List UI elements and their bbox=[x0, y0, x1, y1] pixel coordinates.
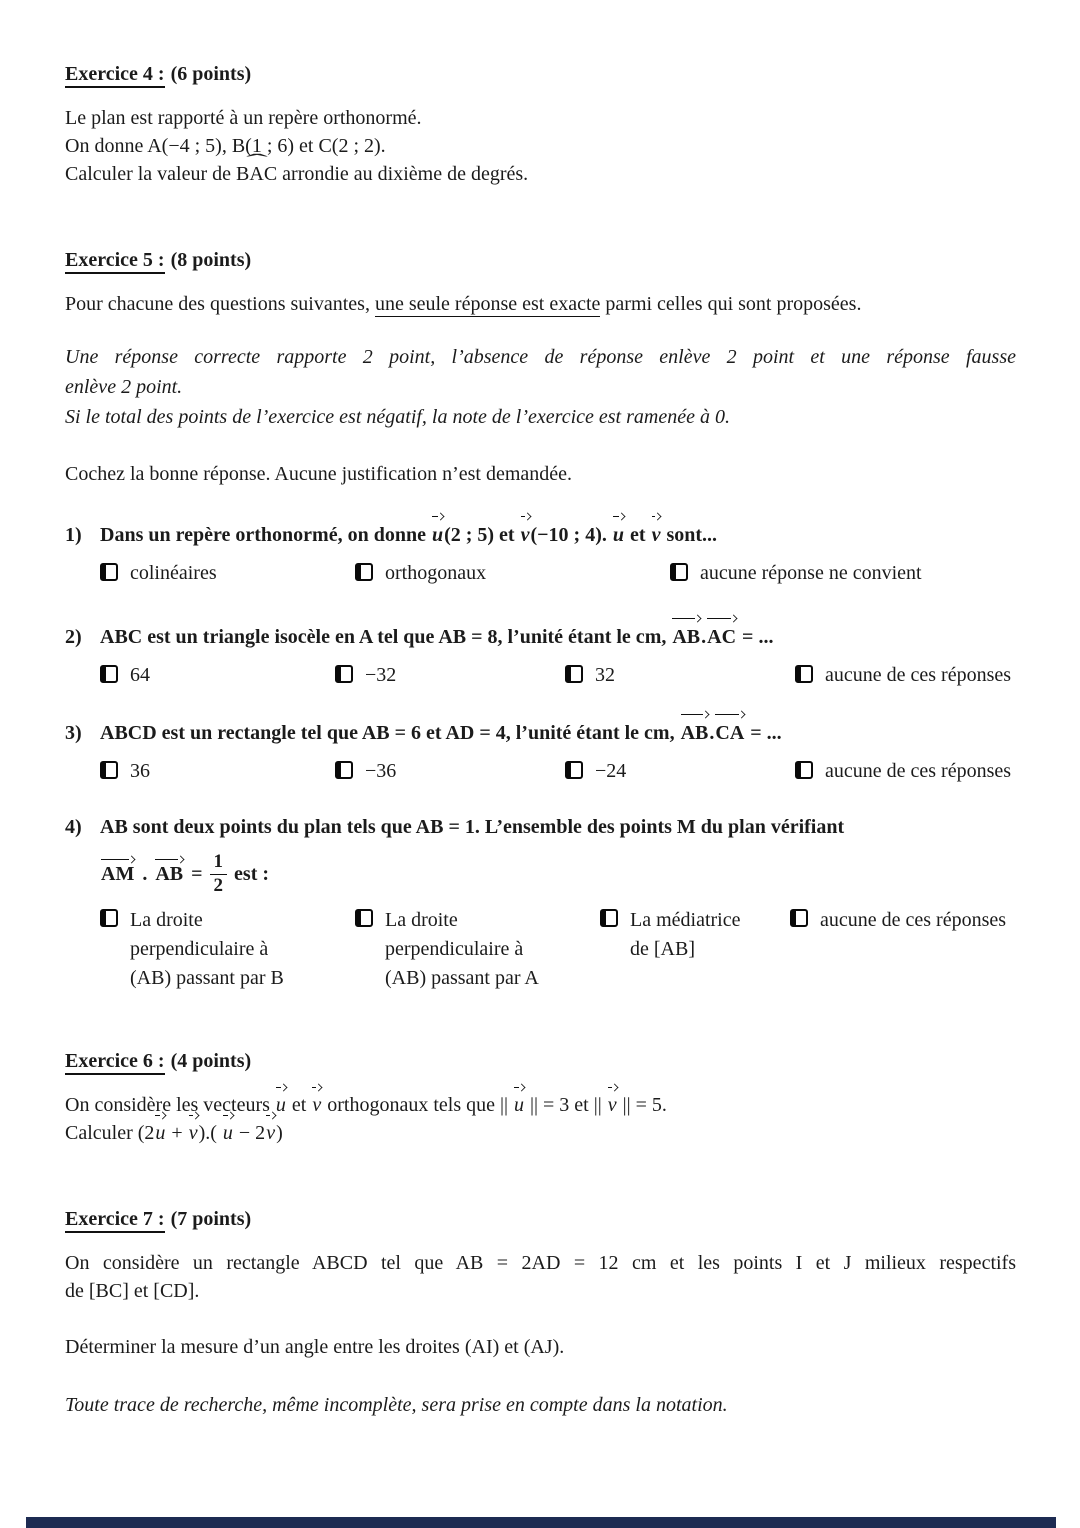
exercise-7-heading bbox=[65, 1205, 1016, 1233]
exercise-6-body bbox=[65, 1091, 1016, 1147]
exercise-5-intro bbox=[65, 290, 1016, 318]
option-label: aucune de ces réponses bbox=[825, 760, 1012, 782]
vector-v bbox=[520, 520, 531, 550]
exercise-7-title: Exercice 7 : bbox=[65, 1208, 165, 1233]
question-1-text: Dans un repère orthonormé, on donne bbox=[100, 524, 431, 546]
question-1-options bbox=[65, 560, 1050, 586]
option-label: aucune réponse ne convient bbox=[700, 562, 922, 584]
checkbox-icon[interactable] bbox=[100, 761, 118, 779]
vector-v: v bbox=[265, 1119, 276, 1147]
vector-ca bbox=[714, 718, 745, 748]
vector-am-label: AM bbox=[101, 862, 135, 885]
option-label: −32 bbox=[365, 664, 397, 686]
exercise-5-title: Exercice 5 : bbox=[65, 249, 165, 274]
vector-ac-label: AC bbox=[707, 626, 737, 648]
rule-1-line-2: enlève 2 point. bbox=[65, 376, 183, 398]
vector-u-label: u bbox=[431, 524, 444, 546]
exercise-4-line-3-pre: Calculer la valeur de bbox=[65, 163, 237, 185]
option-label: La médiatrice de [AB] bbox=[630, 909, 741, 960]
vector-ab-label: AB bbox=[680, 722, 709, 744]
question-2-text-2: = ... bbox=[737, 626, 774, 648]
q3-option-2 bbox=[335, 758, 565, 784]
exercise-4-line-2: On donne A(−4 ; 5), B(1 ; 6) et C(2 ; 2). bbox=[65, 135, 386, 157]
vector-ca-label: CA bbox=[715, 722, 745, 744]
vector-v: v bbox=[188, 1119, 199, 1147]
vector-u bbox=[431, 520, 444, 550]
q1-option-2 bbox=[355, 560, 670, 586]
angle-bac-label: BAC bbox=[236, 163, 278, 185]
q4-option-3 bbox=[600, 906, 790, 964]
option-label: −24 bbox=[595, 760, 627, 782]
checkbox-icon[interactable] bbox=[355, 563, 373, 581]
rule-2: Si le total des points de l’exercice est négatif, la note de l’exercice est ramenée à 0. bbox=[65, 406, 730, 428]
intro-underlined: une seule réponse est exacte bbox=[374, 293, 601, 315]
vector-ab-label: AB bbox=[672, 626, 701, 648]
exercise-5-points: (8 points) bbox=[170, 249, 252, 271]
vector-v-label: v bbox=[520, 524, 530, 546]
question-4-options bbox=[65, 906, 1050, 993]
exercise-6-line-1: On considère les vecteurs u et v orthogonaux tels que || u || = 3 et || v || = 5. bbox=[65, 1091, 1016, 1119]
option-label: orthogonaux bbox=[385, 562, 487, 584]
page-bottom-bar bbox=[26, 1517, 1056, 1528]
question-1-text-3: (−10 ; 4). bbox=[530, 524, 612, 546]
angle-bac-widehat bbox=[236, 160, 277, 188]
vector-ab-label: AB bbox=[155, 862, 184, 885]
vector-u-label: u bbox=[612, 524, 625, 546]
vector-ac bbox=[706, 622, 737, 652]
option-label: La droite perpendiculaire à (AB) passant par A bbox=[385, 909, 539, 989]
question-2-number: 2) bbox=[65, 626, 82, 648]
exercise-5-instruction: Cochez la bonne réponse. Aucune justification n’est demandée. bbox=[65, 463, 573, 485]
question-1-text-5: sont... bbox=[661, 524, 718, 546]
exercise-7-line-1: On considère un rectangle ABCD tel que AB = 2AD = 12 cm et les points I et J milieux respectifs bbox=[65, 1252, 1016, 1274]
dot-operator: . bbox=[709, 722, 715, 744]
checkbox-icon[interactable] bbox=[600, 909, 618, 927]
checkbox-icon[interactable] bbox=[355, 909, 373, 927]
checkbox-icon[interactable] bbox=[795, 665, 813, 683]
exercise-5-rules bbox=[65, 342, 1016, 432]
question-1-text-4: et bbox=[625, 524, 651, 546]
checkbox-icon[interactable] bbox=[670, 563, 688, 581]
q3-option-1 bbox=[100, 758, 335, 784]
question-3-text: ABCD est un rectangle tel que AB = 6 et AD = 4, l’unité étant le cm, bbox=[100, 722, 680, 744]
fraction-one-half bbox=[210, 852, 228, 897]
checkbox-icon[interactable] bbox=[795, 761, 813, 779]
checkbox-icon[interactable] bbox=[790, 909, 808, 927]
question-4 bbox=[65, 812, 1016, 842]
exercise-6-heading bbox=[65, 1047, 1016, 1075]
exercise-4-points: (6 points) bbox=[170, 63, 252, 85]
vector-ab bbox=[671, 622, 701, 652]
checkbox-icon[interactable] bbox=[100, 665, 118, 683]
exercise-4-line-1: Le plan est rapporté à un repère orthonormé. bbox=[65, 107, 422, 129]
dot-operator: . bbox=[701, 626, 707, 648]
question-4-equation bbox=[65, 848, 1016, 900]
option-label: 64 bbox=[130, 664, 150, 686]
option-label: 32 bbox=[595, 664, 615, 686]
checkbox-icon[interactable] bbox=[565, 761, 583, 779]
vector-v: v bbox=[311, 1091, 322, 1119]
question-2-options bbox=[65, 662, 1050, 688]
vector-v: v bbox=[607, 1091, 618, 1119]
option-label: 36 bbox=[130, 760, 150, 782]
q4-option-2 bbox=[355, 906, 600, 993]
intro-post: parmi celles qui sont proposées. bbox=[600, 293, 862, 315]
option-label: colinéaires bbox=[130, 562, 217, 584]
question-2-text: ABC est un triangle isocèle en A tel que AB = 8, l’unité étant le cm, bbox=[100, 626, 672, 648]
vector-u: u bbox=[513, 1091, 525, 1119]
vector-u: u bbox=[154, 1119, 166, 1147]
question-3 bbox=[65, 718, 1016, 748]
checkbox-icon[interactable] bbox=[335, 665, 353, 683]
q4-option-1 bbox=[100, 906, 355, 993]
vector-u bbox=[612, 520, 625, 550]
exercise-7-points: (7 points) bbox=[170, 1208, 252, 1230]
question-4-number: 4) bbox=[65, 816, 82, 838]
rule-1-line-1: Une réponse correcte rapporte 2 point, l’absence de réponse enlève 2 point et une réponse fausse bbox=[65, 346, 1016, 368]
vector-v-label: v bbox=[651, 524, 661, 546]
question-3-options bbox=[65, 758, 1050, 784]
vector-ab bbox=[680, 718, 710, 748]
intro-pre: Pour chacune des questions suivantes, bbox=[65, 293, 375, 315]
exercise-4-heading bbox=[65, 60, 1016, 88]
question-1-number: 1) bbox=[65, 524, 82, 546]
fraction-denominator: 2 bbox=[213, 874, 224, 896]
vector-v bbox=[651, 520, 662, 550]
option-label: aucune de ces réponses bbox=[825, 664, 1012, 686]
exercise-6-title: Exercice 6 : bbox=[65, 1050, 165, 1075]
vector-u: u bbox=[275, 1091, 287, 1119]
vector-u: u bbox=[222, 1119, 234, 1147]
equals-sign: = bbox=[191, 862, 203, 885]
vector-ab bbox=[154, 863, 184, 886]
question-3-number: 3) bbox=[65, 722, 82, 744]
q4-option-4 bbox=[790, 906, 1050, 935]
exercise-7-question: Déterminer la mesure d’un angle entre les droites (AI) et (AJ). bbox=[65, 1336, 565, 1358]
checkbox-icon[interactable] bbox=[100, 909, 118, 927]
question-3-text-2: = ... bbox=[745, 722, 782, 744]
checkbox-icon[interactable] bbox=[335, 761, 353, 779]
fraction-numerator: 1 bbox=[210, 852, 228, 875]
exercise-7-line-2: de [BC] et [CD]. bbox=[65, 1280, 200, 1302]
grading-note: Toute trace de recherche, même incomplète, sera prise en compte dans la notation. bbox=[65, 1394, 728, 1416]
question-1-text-2: (2 ; 5) et bbox=[444, 524, 520, 546]
checkbox-icon[interactable] bbox=[100, 563, 118, 581]
question-1 bbox=[65, 520, 1016, 550]
q1-option-1 bbox=[100, 560, 355, 586]
q2-option-4 bbox=[795, 662, 1050, 688]
dot-operator: . bbox=[142, 862, 148, 885]
exercise-5-heading bbox=[65, 246, 1016, 274]
option-label: −36 bbox=[365, 760, 397, 782]
vector-am bbox=[100, 863, 135, 886]
checkbox-icon[interactable] bbox=[565, 665, 583, 683]
question-2 bbox=[65, 622, 1016, 652]
q2-option-3 bbox=[565, 662, 795, 688]
exercise-4-line-3-post: arrondie au dixième de degrés. bbox=[277, 163, 529, 185]
exercise-6-points: (4 points) bbox=[170, 1050, 252, 1072]
q3-option-4 bbox=[795, 758, 1050, 784]
exercise-4-body bbox=[65, 104, 1016, 188]
exercise-4-line-3 bbox=[65, 160, 1016, 188]
q1-option-3 bbox=[670, 560, 1050, 586]
q2-option-2 bbox=[335, 662, 565, 688]
q2-option-1 bbox=[100, 662, 335, 688]
option-label: aucune de ces réponses bbox=[820, 909, 1007, 931]
exercise-6-line-2: Calculer (2u + v).( u − 2v) bbox=[65, 1119, 1016, 1147]
question-4-text: AB sont deux points du plan tels que AB = 1. L’ensemble des points M du plan vérifiant bbox=[100, 816, 845, 838]
q3-option-3 bbox=[565, 758, 795, 784]
question-4-suffix: est : bbox=[234, 862, 270, 885]
exercise-4-title: Exercice 4 : bbox=[65, 63, 165, 88]
option-label: La droite perpendiculaire à (AB) passant par B bbox=[130, 909, 284, 989]
exercise-7-body bbox=[65, 1249, 1016, 1305]
